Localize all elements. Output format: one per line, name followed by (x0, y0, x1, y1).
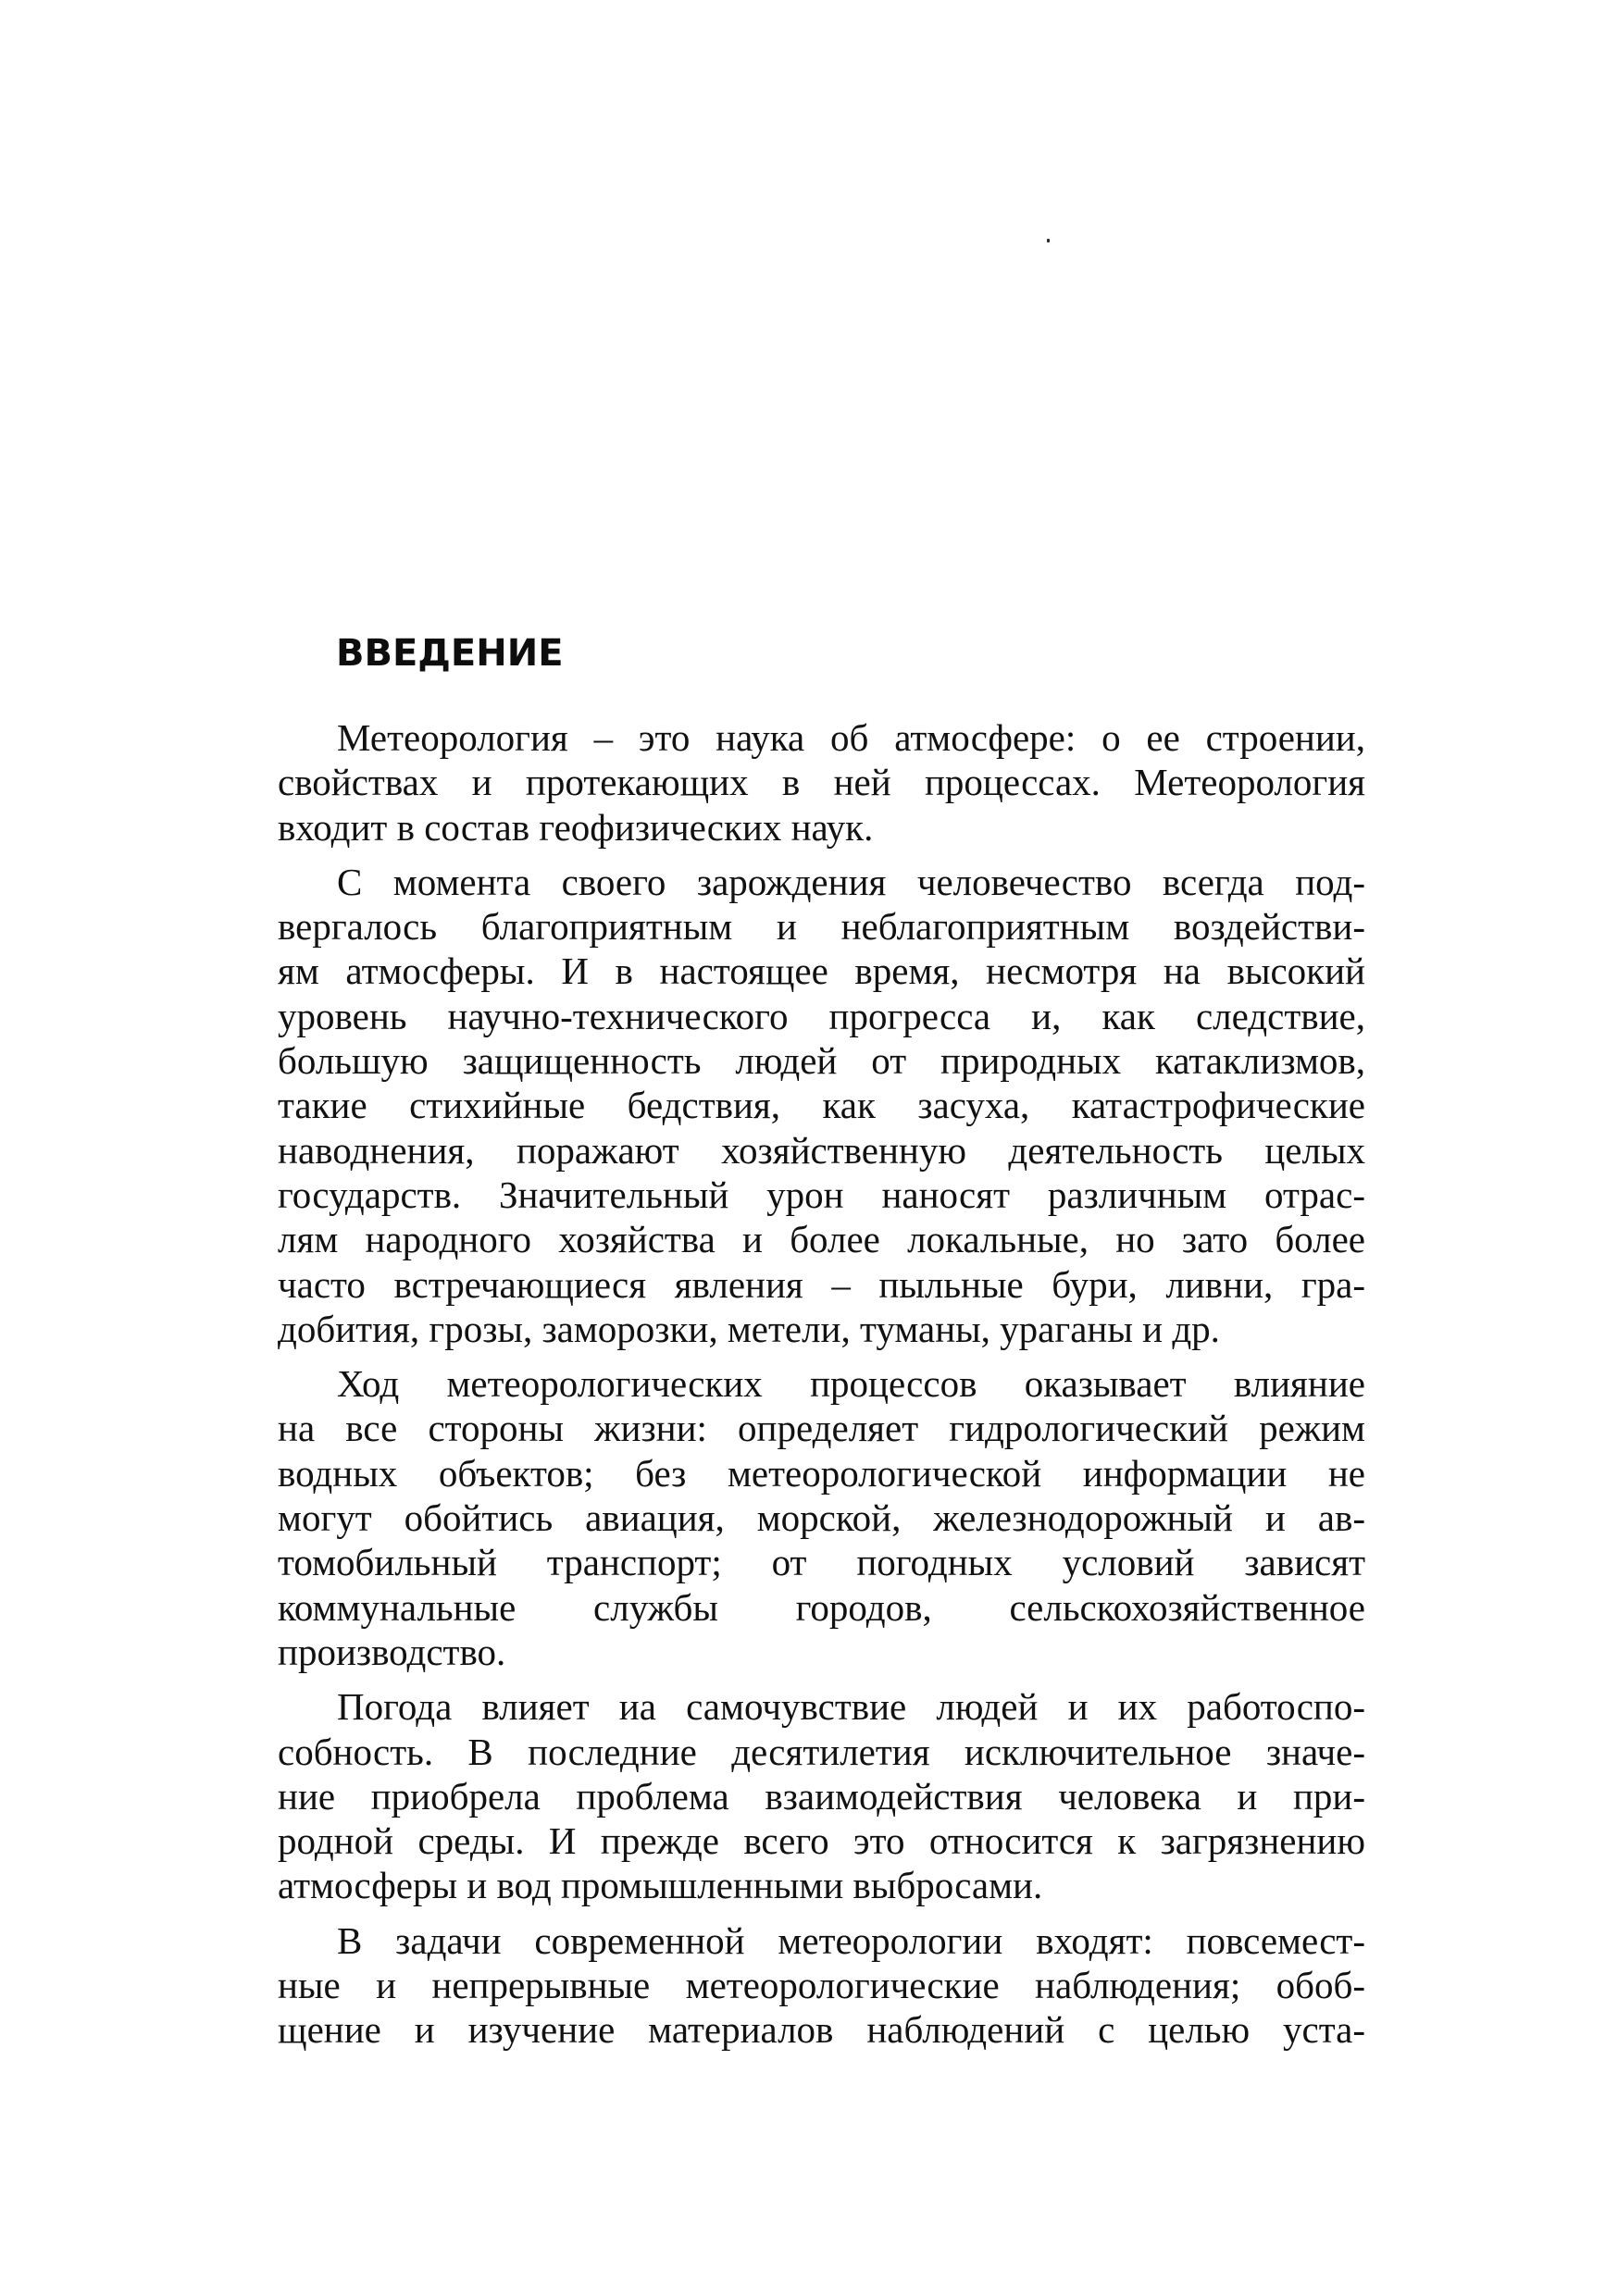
text-line: уровень научно-технического прогресса и, как следствие, (278, 994, 1365, 1037)
paragraph-5 (278, 1918, 1365, 2053)
text-line: коммунальные службы городов, сельскохозяйственное (278, 1585, 1365, 1629)
body-text (278, 715, 1365, 2063)
text-line: государств. Значительный урон наносят различным отрас- (278, 1173, 1365, 1216)
text-line: Ход метеорологических процессов оказывает влияние (337, 1362, 1365, 1406)
text-line: входит в состав геофизических наук. (278, 805, 874, 849)
text-line: атмосферы и вод промышленными выбросами. (278, 1864, 1043, 1907)
text-line: томобильный транспорт; от погодных условий зависят (278, 1541, 1365, 1584)
paragraph-2 (278, 860, 1365, 1351)
text-line: лям народного хозяйства и более локальные, но зато более (278, 1218, 1365, 1261)
text-line: В задачи современной метеорологии входят: повсемест- (337, 1918, 1365, 1962)
text-line: Метеорология – это наука об атмосфере: о ее строении, (337, 716, 1365, 759)
text-line: родной среды. И прежде всего это относится к загрязнению (278, 1819, 1365, 1863)
text-line: ние приобрела проблема взаимодействия человека и при- (278, 1774, 1365, 1818)
text-line: добития, грозы, заморозки, метели, туманы, ураганы и др. (278, 1307, 1220, 1350)
text-line: собность. В последние десятилетия исключительное значе- (278, 1730, 1365, 1773)
paragraph-1 (278, 715, 1365, 850)
text-line: ям атмосферы. И в настоящее время, несмотря на высокий (278, 949, 1365, 993)
text-line: часто встречающиеся явления – пыльные бури, ливни, гра- (278, 1262, 1365, 1306)
text-line: С момента своего зарождения человечество всегда под- (337, 860, 1365, 903)
scan-speck (1047, 239, 1050, 242)
text-line: такие стихийные бедствия, как засуха, катастрофические (278, 1084, 1365, 1127)
text-line: вергалось благоприятным и неблагоприятным воздействи- (278, 905, 1365, 949)
text-line: могут обойтись авиация, морской, железнодорожный и ав- (278, 1496, 1365, 1540)
text-line: наводнения, поражают хозяйственную деятельность целых (278, 1128, 1365, 1172)
text-line: щение и изучение материалов наблюдений с целью уста- (278, 2008, 1365, 2052)
paragraph-3 (278, 1361, 1365, 1674)
page-title: ВВЕДЕНИЕ (336, 632, 564, 675)
text-line: на все стороны жизни: определяет гидрологический режим (278, 1407, 1365, 1450)
text-line: производство. (278, 1630, 506, 1673)
paragraph-4 (278, 1684, 1365, 1907)
text-line: водных объектов; без метеорологической информации не (278, 1451, 1365, 1495)
text-line: Погода влияет иа самочувствие людей и их работоспо- (337, 1685, 1365, 1729)
text-line: ные и непрерывные метеорологические наблюдения; обоб- (278, 1964, 1365, 2007)
text-line: свойствах и протекающих в ней процессах. Метеорология (278, 761, 1365, 804)
text-line: большую защищенность людей от природных катаклизмов, (278, 1039, 1365, 1083)
